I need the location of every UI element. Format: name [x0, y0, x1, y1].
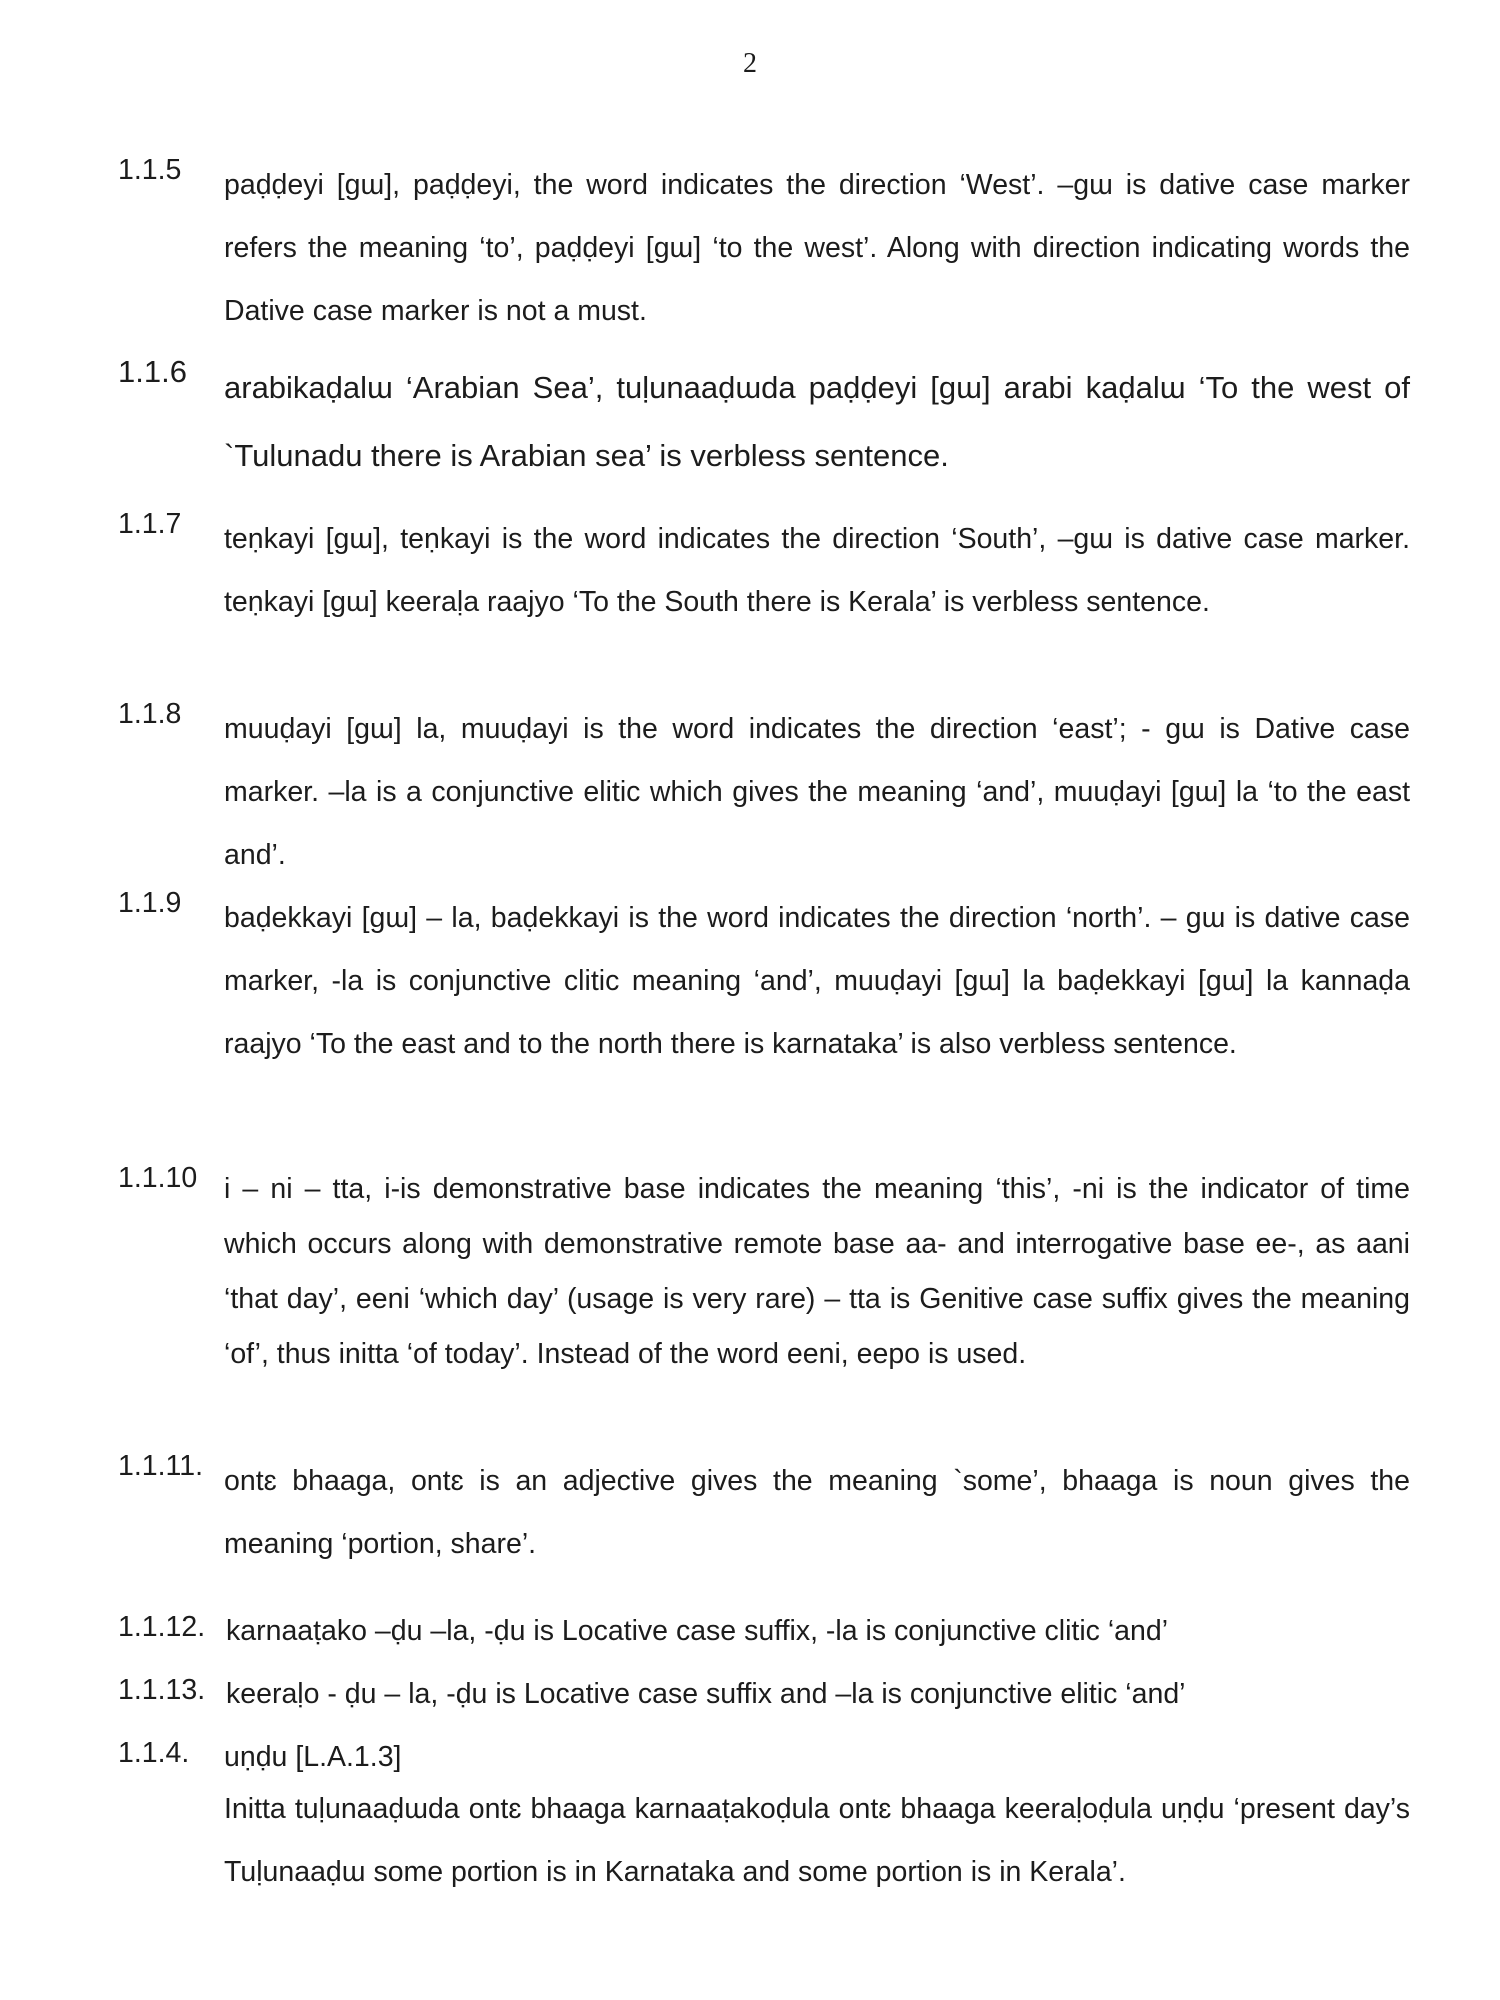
entry-text: teṇkayi [gɯ], teṇkayi is the word indicates the direction ‘South’, –gɯ is dative case marker. teṇkayi [gɯ] keeraḷa raajyo ‘To the South there is Kerala’ is verbless sentence. — [224, 523, 1410, 618]
entry-text: baḍekkayi [gɯ] – la, baḍekkayi is the word indicates the direction ‘north’. – gɯ is dative case marker, -la is conjunctive clitic meaning ‘and’, muuḍayi [gɯ] la baḍekkayi [gɯ] la kannaḍa raajyo ‘To the east and to the north there is karnataka’ is also verbless sentence. — [224, 902, 1410, 1060]
entry-number: 1.1.4. — [118, 1737, 190, 1769]
entry-1-1-7 — [118, 508, 1410, 634]
entry-number: 1.1.8 — [118, 698, 182, 730]
entry-1-1-11 — [118, 1450, 1410, 1576]
entry-text: paḍḍeyi [gɯ], paḍḍeyi, the word indicates the direction ‘West’. –gɯ is dative case marker refers the meaning ‘to’, paḍḍeyi [gɯ] ‘to the west’. Along with direction indicating words the Dative case marker is not a must. — [224, 169, 1410, 327]
entry-1-1-4 — [118, 1737, 1410, 1777]
entry-number: 1.1.7 — [118, 508, 182, 540]
entry-1-1-10 — [118, 1162, 1410, 1382]
entry-1-1-12 — [118, 1611, 1410, 1651]
entry-number: 1.1.10 — [118, 1162, 198, 1194]
entry-text: keeraḷo - ḍu – la, -ḍu is Locative case suffix and –la is conjunctive elitic ‘and’ — [226, 1678, 1186, 1710]
entry-number: 1.1.13. — [118, 1674, 206, 1706]
entry-1-1-8 — [118, 698, 1410, 887]
example-sentence — [118, 1778, 1410, 1904]
entry-text: i – ni – tta, i-is demonstrative base indicates the meaning ‘this’, -ni is the indicator of time which occurs along with demonstrative remote base aa- and interrogative base ee-, as aani ‘that day’, eeni ‘which day’ (usage is very rare) – tta is Genitive case suffix gives the meaning ‘of’, thus initta ‘of today’. Instead of the word eeni, eepo is used. — [224, 1173, 1410, 1370]
entry-number: 1.1.5 — [118, 154, 182, 186]
entry-1-1-9 — [118, 887, 1410, 1076]
example-text: Initta tuḷunaaḍɯda ontɛ bhaaga karnaaṭakoḍula ontɛ bhaaga keeraḷoḍula uṇḍu ‘present day’s Tuḷunaaḍɯ some portion is in Karnataka and some portion is in Kerala’. — [224, 1793, 1410, 1888]
entry-1-1-6 — [118, 354, 1410, 490]
entry-number: 1.1.12. — [118, 1611, 206, 1643]
entry-text: muuḍayi [gɯ] la, muuḍayi is the word indicates the direction ‘east’; - gɯ is Dative case marker. –la is a conjunctive elitic which gives the meaning ‘and’, muuḍayi [gɯ] la ‘to the east and’. — [224, 713, 1410, 871]
entry-text: arabikaḍalɯ ‘Arabian Sea’, tuḷunaaḍɯda paḍḍeyi [gɯ] arabi kaḍalɯ ‘To the west of `Tulunadu there is Arabian sea’ is verbless sentence. — [224, 370, 1410, 473]
entry-number: 1.1.6 — [118, 354, 187, 389]
entry-text: karnaaṭako –ḍu –la, -ḍu is Locative case suffix, -la is conjunctive clitic ‘and’ — [226, 1615, 1169, 1647]
entry-text: ontɛ bhaaga, ontɛ is an adjective gives the meaning `some’, bhaaga is noun gives the meaning ‘portion, share’. — [224, 1465, 1410, 1560]
entry-number: 1.1.9 — [118, 887, 182, 919]
entry-number: 1.1.11. — [118, 1450, 204, 1482]
entry-text: uṇḍu [L.A.1.3] — [224, 1741, 402, 1773]
page-number: 2 — [743, 48, 757, 79]
entry-1-1-5 — [118, 154, 1410, 343]
entry-1-1-13 — [118, 1674, 1410, 1714]
